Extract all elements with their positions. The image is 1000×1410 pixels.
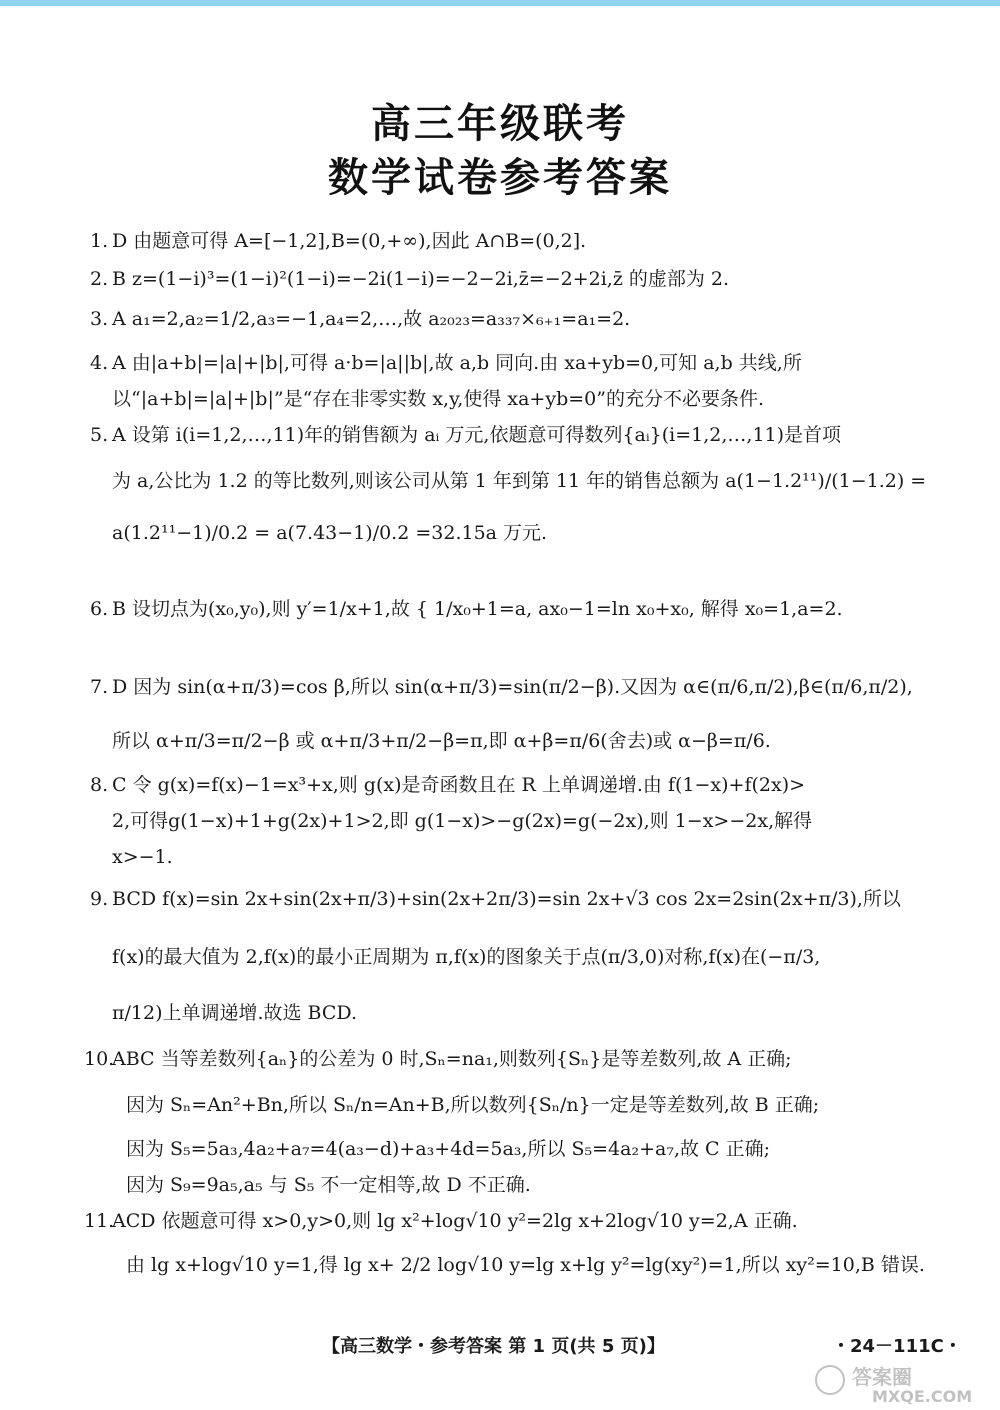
answer-text: A 设第 i(i=1,2,…,11)年的销售额为 aᵢ 万元,依题意可得数列{aᵢ}(i=1,2,…,11)是首项	[112, 424, 842, 446]
answer-text: f(x)的最大值为 2,f(x)的最小正周期为 π,f(x)的图象关于点(π/3,0)对称,f(x)在(−π/3,	[112, 946, 821, 968]
answer-number: 3.	[90, 308, 109, 330]
answer-text: 以“|a+b|=|a|+|b|”是“存在非零实数 x,y,使得 xa+yb=0”的充分不必要条件.	[112, 388, 764, 410]
answer-text: D 因为 sin(α+π/3)=cos β,所以 sin(α+π/3)=sin(π/2−β).又因为 α∈(π/6,π/2),β∈(π/6,π/2),	[112, 676, 913, 698]
answer-line	[90, 228, 932, 254]
answer-line-continued	[112, 520, 932, 546]
page-title-line2: 数学试卷参考答案	[328, 155, 672, 201]
answer-line	[90, 886, 932, 912]
page-title-line1: 高三年级联考	[371, 101, 629, 147]
answer-line	[90, 422, 932, 448]
answer-text: ACD 依题意可得 x>0,y>0,则 lg x²+log√10 y²=2lg x+2log√10 y=2,A 正确.	[112, 1210, 798, 1232]
watermark-icon	[812, 1360, 992, 1406]
answer-text: A 由|a+b|=|a|+|b|,可得 a·b=|a||b|,故 a,b 同向.由 xa+yb=0,可知 a,b 共线,所	[112, 352, 802, 374]
answer-line	[90, 266, 932, 292]
answer-text: x>−1.	[112, 846, 173, 868]
answer-text: B 设切点为(x₀,y₀),则 y′=1/x+1,故 { 1/x₀+1=a, ax₀−1=ln x₀+x₀, 解得 x₀=1,a=2.	[112, 598, 843, 620]
answer-number: 10.	[84, 1048, 115, 1070]
top-border	[0, 0, 1000, 6]
answer-number: 6.	[90, 598, 109, 620]
answer-line	[84, 1046, 932, 1072]
answer-text: a(1.2¹¹−1)/0.2 = a(7.43−1)/0.2 =32.15a 万元.	[112, 522, 548, 544]
answer-text: C 令 g(x)=f(x)−1=x³+x,则 g(x)是奇函数且在 R 上单调递增.由 f(1−x)+f(2x)>	[112, 774, 806, 796]
answer-number: 7.	[90, 676, 109, 698]
answer-line-continued	[112, 844, 932, 870]
answer-text: 由 lg x+log√10 y=1,得 lg x+ 2/2 log√10 y=lg x+lg y²=lg(xy²)=1,所以 xy²=10,B 错误.	[126, 1254, 925, 1276]
answer-line	[90, 674, 932, 700]
answer-text: B z=(1−i)³=(1−i)²(1−i)=−2i(1−i)=−2−2i,z̄=−2+2i,z̄ 的虚部为 2.	[112, 268, 730, 290]
answer-text: π/12)上单调递增.故选 BCD.	[112, 1002, 358, 1024]
answer-text: 所以 α+π/3=π/2−β 或 α+π/3+π/2−β=π,即 α+β=π/6(舍去)或 α−β=π/6.	[112, 730, 771, 752]
answer-line-continued	[112, 468, 932, 494]
page-footer: 【高三数学・参考答案 第 1 页(共 5 页)】	[322, 1336, 665, 1357]
answer-number: 8.	[90, 774, 109, 796]
answer-text: 因为 S₅=5a₃,4a₂+a₇=4(a₃−d)+a₃+4d=5a₃,所以 S₅=4a₂+a₇,故 C 正确;	[126, 1138, 770, 1160]
answer-number: 9.	[90, 888, 109, 910]
answer-text: D 由题意可得 A=[−1,2],B=(0,+∞),因此 A∩B=(0,2].	[112, 230, 587, 252]
answer-line	[90, 306, 932, 332]
answer-text: A a₁=2,a₂=1/2,a₃=−1,a₄=2,…,故 a₂₀₂₃=a₃₃₇×₆₊₁=a₁=2.	[112, 308, 631, 330]
answer-text: ABC 当等差数列{aₙ}的公差为 0 时,Sₙ=na₁,则数列{Sₙ}是等差数列,故 A 正确;	[112, 1048, 792, 1070]
watermark-caption: 答案圈	[852, 1365, 912, 1389]
answer-text: 为 a,公比为 1.2 的等比数列,则该公司从第 1 年到第 11 年的销售总额为 a(1−1.2¹¹)/(1−1.2) =	[112, 470, 927, 492]
answer-line-continued	[126, 1172, 946, 1198]
answer-line-continued	[126, 1092, 946, 1118]
answer-line-continued	[112, 944, 932, 970]
answer-number: 4.	[90, 352, 109, 374]
answer-text: BCD f(x)=sin 2x+sin(2x+π/3)+sin(2x+2π/3)=sin 2x+√3 cos 2x=2sin(2x+π/3),所以	[112, 888, 901, 910]
answer-line-continued	[112, 1000, 932, 1026]
answer-number: 2.	[90, 268, 109, 290]
answer-line	[84, 1208, 932, 1234]
answer-number: 1.	[90, 230, 109, 252]
answer-line-continued	[112, 386, 932, 412]
watermark-logo	[812, 1360, 992, 1406]
answer-text: 因为 Sₙ=An²+Bn,所以 Sₙ/n=An+B,所以数列{Sₙ/n}一定是等差数列,故 B 正确;	[126, 1094, 820, 1116]
watermark-text: MXQE.COM	[872, 1387, 973, 1406]
answer-line	[90, 596, 932, 622]
answer-text: 因为 S₉=9a₅,a₅ 与 S₅ 不一定相等,故 D 不正确.	[126, 1174, 531, 1196]
answer-line-continued	[112, 728, 932, 754]
document-code: ・24－111C・	[832, 1336, 962, 1357]
answer-line	[90, 772, 932, 798]
answer-line-continued	[126, 1136, 946, 1162]
answer-text: 2,可得g(1−x)+1+g(2x)+1>2,即 g(1−x)>−g(2x)=g(−2x),则 1−x>−2x,解得	[112, 810, 813, 832]
answer-line	[90, 350, 932, 376]
answer-number: 5.	[90, 424, 109, 446]
answer-line-continued	[126, 1252, 946, 1278]
answer-line-continued	[112, 808, 932, 834]
answer-number: 11.	[84, 1210, 115, 1232]
